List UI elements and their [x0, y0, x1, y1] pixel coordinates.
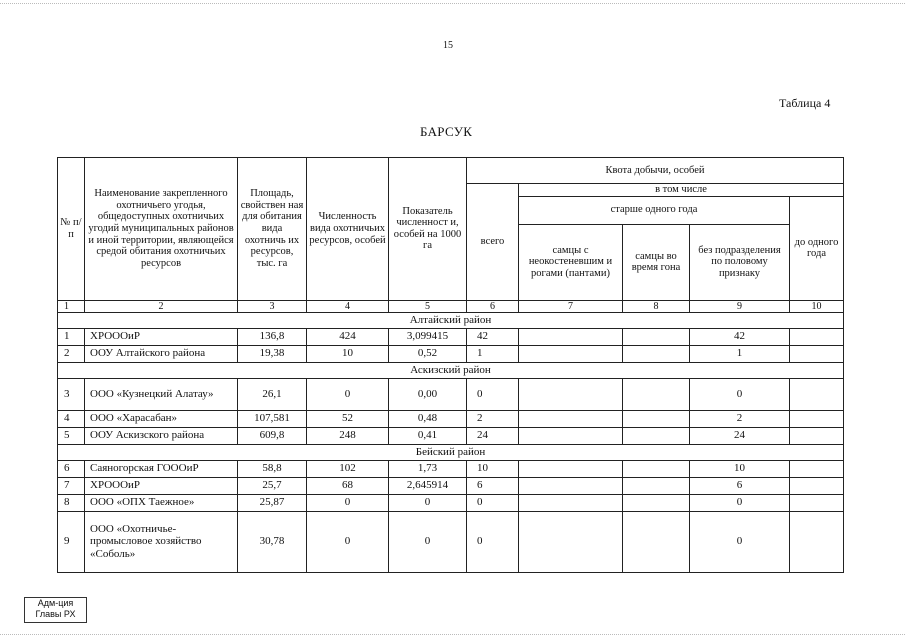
column-number-cell: 1: [58, 300, 85, 312]
header-males-antlers: самцы с неокостеневшим и рогами (пантами): [519, 224, 623, 300]
males-rut-cell: [623, 328, 690, 345]
column-number-cell: 9: [690, 300, 790, 312]
no-sex-cell: 24: [690, 427, 790, 444]
population-cell: 0: [307, 511, 389, 572]
index-cell: 0: [389, 511, 467, 572]
table-row: [58, 494, 844, 511]
row-number: 5: [58, 427, 85, 444]
no-sex-cell: 10: [690, 460, 790, 477]
population-cell: 0: [307, 378, 389, 410]
table-row: [58, 328, 844, 345]
males-antlers-cell: [519, 378, 623, 410]
area-cell: 58,8: [238, 460, 307, 477]
young-cell: [790, 345, 844, 362]
column-number-cell: 5: [389, 300, 467, 312]
area-cell: 136,8: [238, 328, 307, 345]
males-rut-cell: [623, 460, 690, 477]
row-number: 7: [58, 477, 85, 494]
males-antlers-cell: [519, 328, 623, 345]
district-row: [58, 362, 844, 378]
column-number-cell: 7: [519, 300, 623, 312]
males-antlers-cell: [519, 427, 623, 444]
column-numbers-row: [58, 300, 844, 312]
young-cell: [790, 427, 844, 444]
row-number: 2: [58, 345, 85, 362]
index-cell: 0,48: [389, 410, 467, 427]
scan-edge-top: [0, 3, 905, 5]
young-cell: [790, 328, 844, 345]
young-cell: [790, 511, 844, 572]
stamp-line-1: Адм-ция: [37, 598, 74, 608]
district-name: Бейский район: [58, 444, 844, 460]
males-rut-cell: [623, 410, 690, 427]
hunting-ground-name: ООО «Харасабан»: [85, 410, 238, 427]
header-population: Численность вида охотничьих ресурсов, особей: [307, 158, 389, 301]
row-number: 6: [58, 460, 85, 477]
stamp: [24, 597, 87, 623]
column-number-cell: 6: [467, 300, 519, 312]
scan-edge-bottom: [0, 634, 905, 636]
area-cell: 107,581: [238, 410, 307, 427]
hunting-ground-name: ООУ Аскизского района: [85, 427, 238, 444]
header-index: Показатель численност и, особей на 1000 га: [389, 158, 467, 301]
total-cell: 0: [467, 511, 519, 572]
table-row: [58, 511, 844, 572]
area-cell: 19,38: [238, 345, 307, 362]
table-row: [58, 378, 844, 410]
males-antlers-cell: [519, 494, 623, 511]
total-cell: 0: [467, 494, 519, 511]
total-cell: 24: [467, 427, 519, 444]
index-cell: 3,099415: [389, 328, 467, 345]
district-name: Аскизский район: [58, 362, 844, 378]
population-cell: 102: [307, 460, 389, 477]
hunting-ground-name: Саяногорская ГОООиР: [85, 460, 238, 477]
young-cell: [790, 460, 844, 477]
header-quota: Квота добычи, особей: [467, 158, 844, 184]
population-cell: 10: [307, 345, 389, 362]
young-cell: [790, 378, 844, 410]
population-cell: 52: [307, 410, 389, 427]
total-cell: 10: [467, 460, 519, 477]
males-rut-cell: [623, 378, 690, 410]
hunting-ground-name: ООУ Алтайского района: [85, 345, 238, 362]
district-row: [58, 444, 844, 460]
row-number: 4: [58, 410, 85, 427]
index-cell: 0,41: [389, 427, 467, 444]
total-cell: 2: [467, 410, 519, 427]
males-antlers-cell: [519, 477, 623, 494]
table-title: БАРСУК: [420, 124, 473, 139]
males-rut-cell: [623, 345, 690, 362]
row-number: 9: [58, 511, 85, 572]
hunting-ground-name: ХРОООиР: [85, 328, 238, 345]
males-antlers-cell: [519, 410, 623, 427]
index-cell: 0,52: [389, 345, 467, 362]
row-number: 8: [58, 494, 85, 511]
index-cell: 0,00: [389, 378, 467, 410]
young-cell: [790, 410, 844, 427]
males-antlers-cell: [519, 460, 623, 477]
index-cell: 0: [389, 494, 467, 511]
district-name: Алтайский район: [58, 312, 844, 328]
table-caption: Таблица 4: [779, 96, 831, 110]
column-number-cell: 4: [307, 300, 389, 312]
column-number-cell: 2: [85, 300, 238, 312]
header-young: до одного года: [790, 196, 844, 300]
area-cell: 30,78: [238, 511, 307, 572]
hunting-ground-name: ООО «Кузнецкий Алатау»: [85, 378, 238, 410]
hunting-ground-name: ООО «Охотничье-промысловое хозяйство «Соболь»: [85, 511, 238, 572]
header-incl: в том числе: [519, 184, 844, 197]
total-cell: 1: [467, 345, 519, 362]
no-sex-cell: 6: [690, 477, 790, 494]
hunting-ground-name: ХРОООиР: [85, 477, 238, 494]
area-cell: 25,87: [238, 494, 307, 511]
population-cell: 424: [307, 328, 389, 345]
index-cell: 2,645914: [389, 477, 467, 494]
stamp-line-2: Главы РХ: [35, 609, 76, 619]
no-sex-cell: 1: [690, 345, 790, 362]
no-sex-cell: 0: [690, 494, 790, 511]
page-number: 15: [443, 40, 453, 51]
males-rut-cell: [623, 477, 690, 494]
header-males-rut: самцы во время гона: [623, 224, 690, 300]
hunting-ground-name: ООО «ОПХ Таежное»: [85, 494, 238, 511]
column-number-cell: 8: [623, 300, 690, 312]
area-cell: 25,7: [238, 477, 307, 494]
column-number-cell: 3: [238, 300, 307, 312]
table-row: [58, 345, 844, 362]
header-name: Наименование закрепленного охотничьего угодья, общедоступных охотничьих угодий муниципальных районов и иной территории, являющейся средой обитания охотничьих ресурсов: [85, 158, 238, 301]
table-row: [58, 460, 844, 477]
row-number: 1: [58, 328, 85, 345]
population-cell: 68: [307, 477, 389, 494]
header-total: всего: [467, 184, 519, 301]
total-cell: 0: [467, 378, 519, 410]
no-sex-cell: 0: [690, 511, 790, 572]
total-cell: 42: [467, 328, 519, 345]
young-cell: [790, 477, 844, 494]
column-number-cell: 10: [790, 300, 844, 312]
no-sex-cell: 0: [690, 378, 790, 410]
header-no-sex: без подразделения по половому признаку: [690, 224, 790, 300]
males-antlers-cell: [519, 511, 623, 572]
table-row: [58, 427, 844, 444]
males-rut-cell: [623, 511, 690, 572]
row-number: 3: [58, 378, 85, 410]
table-row: [58, 477, 844, 494]
header-area: Площадь, свойствен ная для обитания вида охотничь их ресурсов, тыс. га: [238, 158, 307, 301]
index-cell: 1,73: [389, 460, 467, 477]
males-rut-cell: [623, 494, 690, 511]
population-cell: 0: [307, 494, 389, 511]
young-cell: [790, 494, 844, 511]
no-sex-cell: 42: [690, 328, 790, 345]
quota-table: [57, 157, 844, 573]
total-cell: 6: [467, 477, 519, 494]
table-body: [58, 312, 844, 572]
header-older: старше одного года: [519, 196, 790, 224]
table-row: [58, 410, 844, 427]
header-num: № п/п: [58, 158, 85, 301]
no-sex-cell: 2: [690, 410, 790, 427]
males-antlers-cell: [519, 345, 623, 362]
district-row: [58, 312, 844, 328]
males-rut-cell: [623, 427, 690, 444]
area-cell: 609,8: [238, 427, 307, 444]
population-cell: 248: [307, 427, 389, 444]
area-cell: 26,1: [238, 378, 307, 410]
